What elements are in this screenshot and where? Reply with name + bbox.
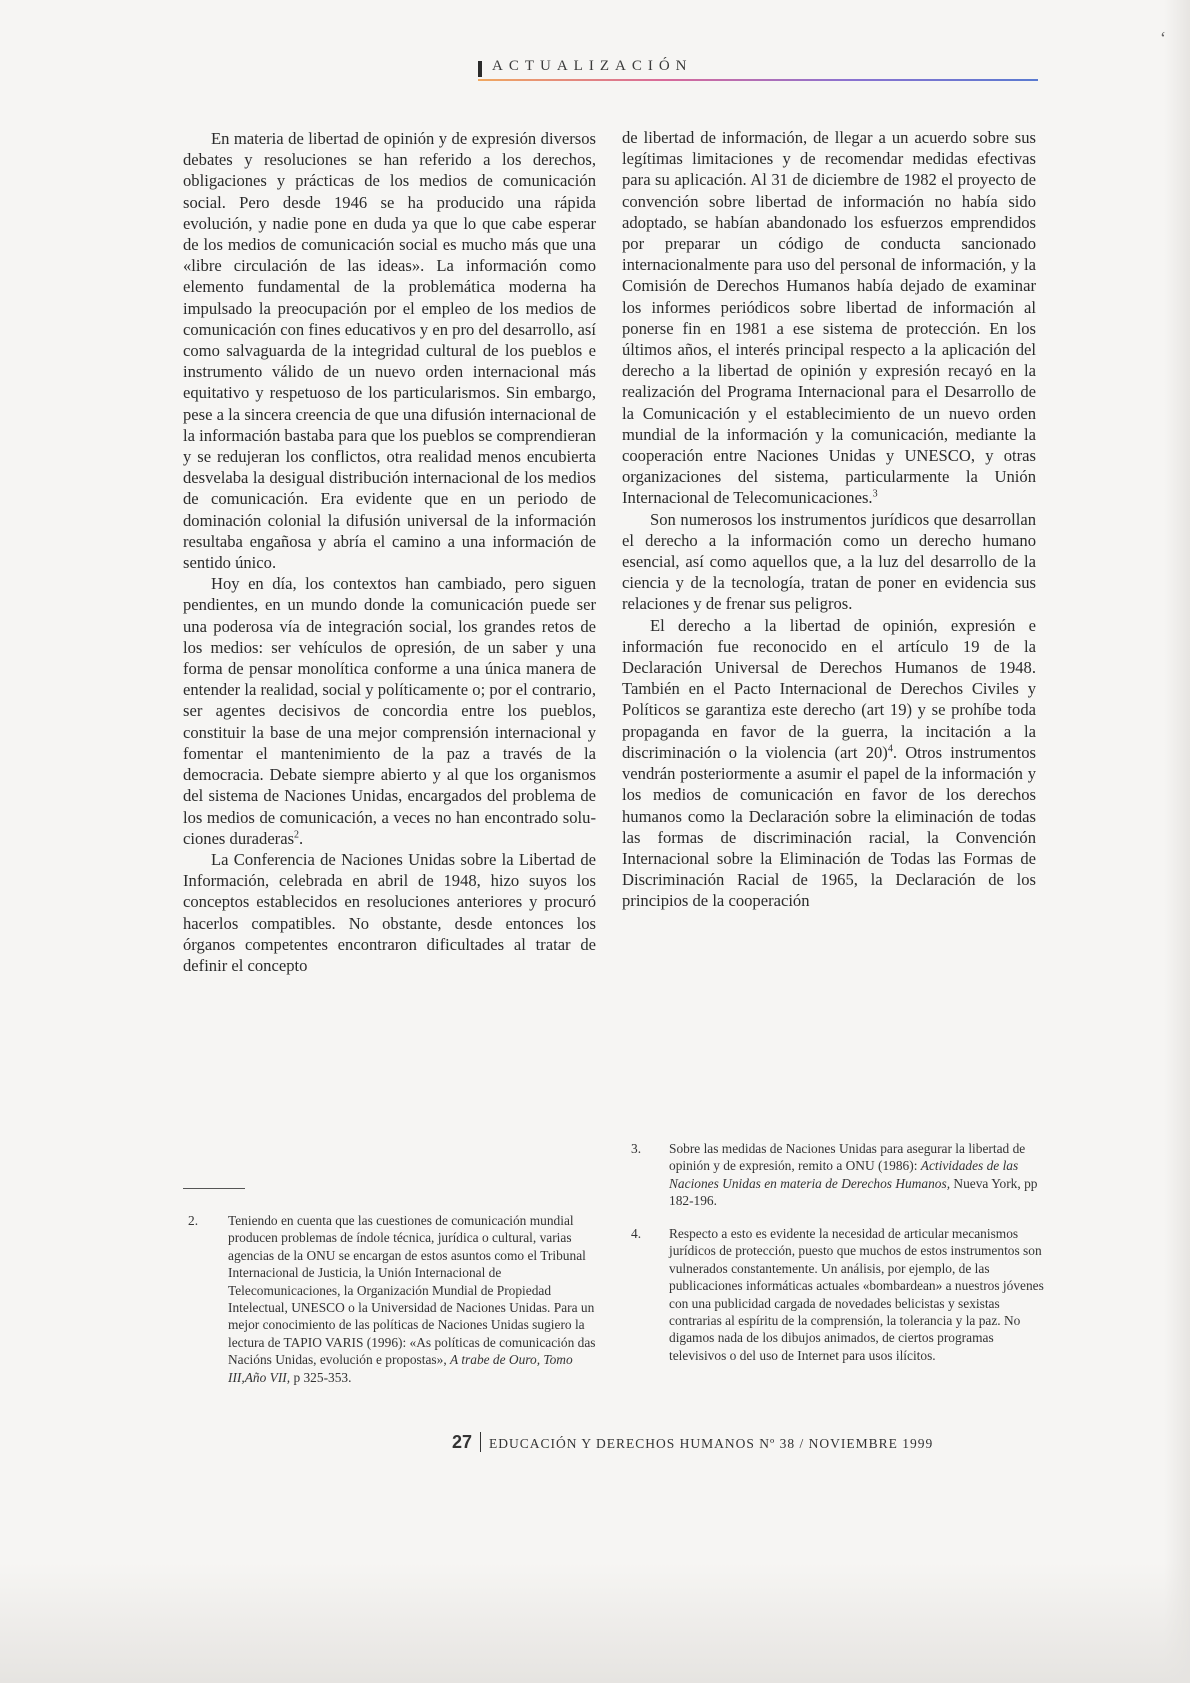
paragraph-text: Son numerosos los instrumentos jurídicos que desarrollan el derecho a la información como un derecho humano esencial, así como aquellos que, a la luz del desarrollo de la ciencia y de la tecnología, tratan de poner en evidencia sus relaciones y de frenar sus peligros. xyxy=(622,509,1036,614)
paragraph xyxy=(183,128,596,573)
page-edge-shadow xyxy=(1164,0,1190,1683)
publication-info: EDUCACIÓN Y DERECHOS HUMANOS Nº 38 / NOVIEMBRE 1999 xyxy=(489,1436,934,1451)
left-column xyxy=(183,128,596,976)
paragraph-text: . Otros instrumentos vendrán posteriormente a asumir el papel de la información y los medios de comunicación en favor de los derechos humanos como la Declaración sobre la eliminación de todas las formas de discriminación racial, la Convención Internacional sobre la Eliminación de Todas las Formas de Discriminación Racial de 1965, la Declaración de los principios de la cooperación xyxy=(622,742,1036,911)
right-column xyxy=(622,127,1036,912)
header-bar xyxy=(478,61,482,77)
paragraph xyxy=(183,573,596,849)
paragraph xyxy=(622,509,1036,615)
paragraph-text: de libertad de información, de llegar a un acuerdo sobre sus legítimas limitaciones y de recomendar medidas efectivas para su aplicación. Al 31 de diciembre de 1982 el proyecto de convención sobre libertad de información no había sido adoptado, se habían abandonado los esfuerzos emprendidos por preparar un código de conducta sancionado internacionalmente para uso del personal de información, y la Comisión de Derechos Humanos había dejado de examinar los informes periódicos sobre libertad de información al ponerse fin en 1981 a ese sistema de protección. En los últimos años, el interés principal respecto a la aplicación del derecho a la libertad de opinión y expresión recayó en la realización del Programa Internacional para el Desarrollo de la Comunicación y el establecimiento de un nuevo orden mundial de la información y la comunicación, mediante la cooperación entre Naciones Unidas y UNESCO, y otras organizaciones del sistema, particularmente la Unión Internacional de Telecomunicaciones. xyxy=(622,128,1036,508)
footnote-body: Teniendo en cuenta que las cuestiones de comunicación mundial producen problemas de índole técnica, jurídica o cultural, varias agencias de la ONU se encargan de estos asuntos como el Tribunal Internacional de Justicia, la Unión Internacional de Telecomunicaciones, la Organización Mundial de Propiedad Intelectual, UNESCO o la Universidad de Naciones Unidas. Para un mejor conocimiento de las políticas de Naciones Unidas sugiero la lectura de TAPIO VARIS (1996): «As políticas de comunicación das Nacións Unidas, evolución e propostas», xyxy=(228,1213,596,1368)
scan-mark: ‘ xyxy=(1160,28,1166,48)
footnote-body: Sobre las medidas de Naciones Unidas para asegurar la libertad de opinión y de expresión, remito a ONU (1986): xyxy=(669,1141,1026,1174)
footnote-rule xyxy=(183,1188,245,1189)
paragraph-text: El derecho a la libertad de opinión, expresión e información fue reconocido en el artículo 19 de la Declaración Universal de Derechos Humanos de 1948. También en el Pacto Internacional de Derechos Civiles y Políticos se garantiza este derecho (art 19) y se prohíbe toda propaganda en favor de la guerra, la incitación a la discriminación o la violencia (art 20) xyxy=(622,615,1036,762)
paragraph xyxy=(183,849,596,976)
page-bottom-shade xyxy=(0,1563,1190,1683)
footnote-ref: 3 xyxy=(872,488,878,500)
footnote-number: 4. xyxy=(631,1226,642,1241)
footnote-title: A trabe de Ouro, Tomo III,Año VII, xyxy=(228,1352,573,1385)
footnote-text xyxy=(669,1225,1044,1364)
paragraph xyxy=(622,127,1036,509)
footnote-tail: p 325-353. xyxy=(290,1369,352,1385)
footnote-body: Respecto a esto es evidente la necesidad de articular mecanismos jurídicos de protección, puesto que muchos de estos instrumentos son vulnerados constantemente. Un análisis, por ejemplo, de las publicaciones informáticas actuales «bombardean» a nuestros jóvenes con una publicidad cargada de novedades belicistas y sexistas contrarias al espíritu de la comprensión, la tolerancia y la paz. No digamos nada de los dibujos animados, de ciertos programas televisivos o del uso de Internet para usos ilícitos. xyxy=(669,1226,1044,1363)
footnote-number: 3. xyxy=(631,1141,642,1156)
header-rule xyxy=(478,79,1038,81)
page-number: 27 xyxy=(452,1432,473,1452)
footnote-ref: 4 xyxy=(887,743,893,755)
section-title: ACTUALIZACIÓN xyxy=(492,58,693,74)
page-footer xyxy=(452,1432,933,1454)
paragraph-text: . xyxy=(299,828,304,848)
footnote-tail: Nueva York, pp 182-196. xyxy=(669,1175,1038,1209)
footnote-title: Actividades de las Naciones Unidas en materia de Derechos Humanos, xyxy=(669,1158,1019,1191)
footnote-text xyxy=(669,1140,1039,1210)
footnote-ref: 2 xyxy=(294,829,300,841)
footer-divider xyxy=(480,1432,481,1452)
section-header xyxy=(478,58,1038,82)
paragraph-text: La Conferencia de Naciones Unidas sobre la Libertad de Información, celebrada en abril de 1948, hizo suyos los conceptos establecidos en resoluciones anteriores y procuró hacerlos compatibles. No obstante, desde entonces los órganos competentes encontraron dificultades al tratar de definir el concepto xyxy=(183,849,596,975)
footnote-text xyxy=(228,1212,610,1386)
paragraph-text: En materia de libertad de opinión y de expresión diversos debates y resoluciones se han referido a los derechos, obligaciones y prácticas de los medios de comunicación social. Pero desde 1946 se ha producido una rápida evolución, y nadie pone en duda ya que lo que cabe esperar de los medios de comunicación social es mucho más que una «libre circulación de las ideas». La información como elemento fundamental de la problemática moderna ha impulsado la preocupación por el empleo de los medios de comunicación con fines educativos y en pro del desarrollo, así como salvaguarda de la integridad cultural de los pueblos e instrumento válido de un nuevo orden internacional más equitativo y respetuoso de los particularismos. Sin embargo, pese a la sincera creencia de que una difusión internacional de la información bastaba para que los pueblos se comprendieran y se redujeran los conflictos, otra realidad menos encubierta desvelaba la desigual distribución internacional de los medios de comunicación. Era evidente que en un periodo de dominación colonial la difusión universal de la información resultaba engañosa y abría el camino a una información de sentido único. xyxy=(183,129,596,573)
footnote-number: 2. xyxy=(188,1213,199,1228)
paragraph-text: Hoy en día, los contextos han cambiado, pero siguen pendientes, en un mundo donde la comunicación puede ser una poderosa vía de integración social, los grandes retos de los medios: ser vehículos de opresión, de un saber y una forma de pensar monolítica conforme a una única manera de entender la realidad, social y políticamente o; por el contrario, ser agentes decisivos de concordia entre los pueblos, constituir la base de una mejor comprensión internacional y fomentar el mantenimiento de la paz a través de la democracia. Debate siempre abierto y al que los organismos del sistema de Naciones Unidas, encargados del problema de los medios de comunicación, a veces no han encontrado soluciones duraderas xyxy=(183,574,596,848)
paragraph xyxy=(622,615,1036,912)
